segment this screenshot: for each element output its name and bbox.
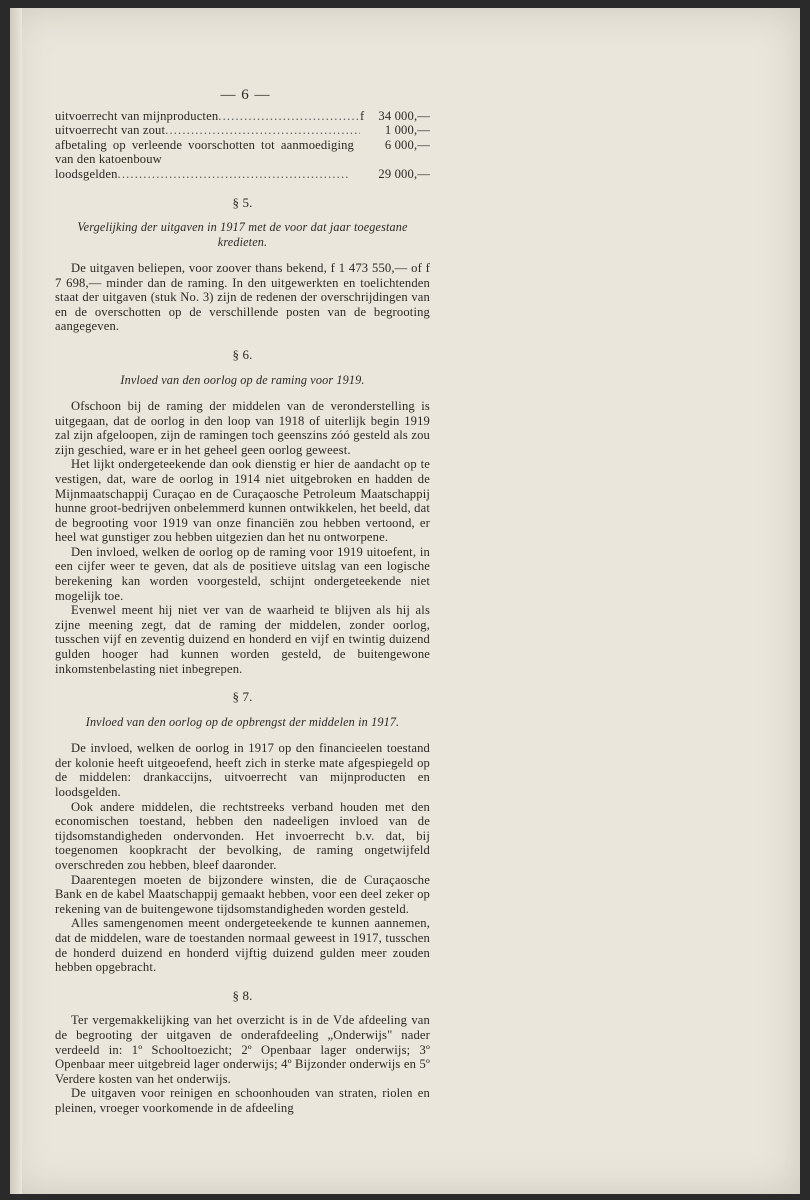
leader-dots	[218, 109, 360, 124]
paragraph: Ter vergemakkelijking van het overzicht is in de Vde afdeeling van de begrooting der uitgaven de onderafdeeling „Onderwijs" nader verdeeld in: 1º Schooltoezicht; 2º Openbaar lager onderwijs; 3º Openbaar meer uitgebreid lager onderwijs; 4º Bijzonder onderwijs en 5º Verdere kosten van het onderwijs.	[55, 1013, 430, 1086]
paragraph: Daarentegen moeten de bijzondere winsten, die de Curaçaosche Bank en de kabel Maatschappij gemaakt hebben, voor een deel zeker op rekening van de buitengewone tijdsomstandigheden worden gesteld.	[55, 872, 430, 916]
section-title: Invloed van den oorlog op de raming voor 1919.	[120, 372, 365, 387]
section-number: § 7.	[232, 689, 253, 705]
revenue-label: loodsgelden	[55, 166, 118, 181]
revenue-row	[55, 109, 430, 124]
revenue-amount: 6 000,—	[384, 137, 430, 152]
revenue-label: afbetaling op verleende voorschotten tot aanmoediging van den katoenbouw	[55, 137, 354, 167]
revenue-row	[55, 138, 430, 167]
section-number: § 6.	[232, 346, 253, 362]
revenue-label: uitvoerrecht van mijnproducten	[55, 108, 219, 123]
paragraph: Het lijkt ondergeteekende dan ook dienstig er hier de aandacht op te vestigen, dat, ware de oorlog in 1914 niet uitgebroken en hadden de Mijnmaatschappij Curaçao en de Curaçaosche Petroleum Maatschappij hunne groot-bedrijven onbelemmerd kunnen ontwikkelen, het beeld, dat de begrooting voor 1919 van onze financiën zou hebben vertoond, er heel wat gunstiger zou hebben uitgezien dan het nu ontworpene.	[55, 457, 430, 545]
paragraph: Evenwel meent hij niet ver van de waarheid te blijven als hij als zijne meening zegt, dat de raming der middelen, zonder oorlog, tusschen vijf en zeventig duizend en honderd en vijf en twintig duizend gulden hooger had kunnen worden gesteld, de buitengewone inkomstenbelasting niet inbegrepen.	[55, 603, 430, 676]
section-title: Invloed van den oorlog op de opbrengst der middelen in 1917.	[85, 714, 400, 729]
paragraph: Ofschoon bij de raming der middelen van de veronderstelling is uitgegaan, dat de oorlog in den loop van 1918 of uiterlijk begin 1919 zal zijn afgeloopen, zijn de ramingen toch geenszins zóó gesteld als zou zijn geschied, ware er in het geheel geen oorlog geweest.	[55, 398, 430, 457]
revenue-currency: f	[360, 108, 365, 123]
page-content	[55, 88, 430, 1115]
paragraph: De uitgaven beliepen, voor zoover thans bekend, f 1 473 550,— of f 7 698,— minder dan de raming. In den uitgewerkten en toelichtenden staat der uitgaven (stuk No. 3) zijn de redenen der overschrijdingen van en de overschotten op de verschillende posten van de begrooting aangegeven.	[55, 260, 430, 334]
page-binding-edge	[10, 8, 22, 1194]
revenue-label: uitvoerrecht van zout	[55, 123, 166, 138]
revenue-list	[55, 109, 430, 182]
revenue-amount: 1 000,—	[384, 123, 430, 138]
paragraph: De uitgaven voor reinigen en schoonhouden van straten, riolen en pleinen, vroeger voorkomende in de afdeeling	[55, 1086, 430, 1115]
paragraph: Den invloed, welken de oorlog op de raming voor 1919 uitoefent, in een cijfer weer te geven, dat als de positieve uitslag van een logische berekening kan worden voorgesteld, schijnt ondergeteekende niet mogelijk toe.	[55, 544, 430, 603]
revenue-amount: 34 000,—	[378, 108, 430, 123]
revenue-row	[55, 123, 430, 138]
paragraph: De invloed, welken de oorlog in 1917 op den financieelen toestand der kolonie heeft uitgeoefend, heeft zich in sterke mate afgespiegeld op de middelen: drankaccijns, uitvoerrecht van mijnproducten en loodsgelden.	[55, 741, 430, 799]
leader-dots	[165, 123, 360, 138]
revenue-amount: 29 000,—	[378, 166, 430, 181]
section-number: § 8.	[232, 987, 253, 1003]
revenue-row	[55, 167, 430, 182]
paragraph: Ook andere middelen, die rechtstreeks verband houden met den economischen toestand, hebben den nadeeligen invloed van de tijdsomstandigheden ondervonden. Het invoerrecht b.v. dat, bij toegenomen koopkracht der bevolking, de raming ongetwijfeld overschreden zou hebben, bleef daaronder.	[55, 799, 430, 872]
paragraph: Alles samengenomen meent ondergeteekende te kunnen aannemen, dat de middelen, ware de toestanden normaal geweest in 1917, tusschen de honderd duizend en honderd vijftig duizend gulden meer zouden hebben opgebracht.	[55, 916, 430, 975]
section-number: § 5.	[232, 194, 253, 210]
page-number: — 6 —	[220, 87, 271, 103]
leader-dots	[118, 167, 360, 182]
section-title: Vergelijking der uitgaven in 1917 met de voor dat jaar toegestane kredieten.	[77, 220, 408, 249]
